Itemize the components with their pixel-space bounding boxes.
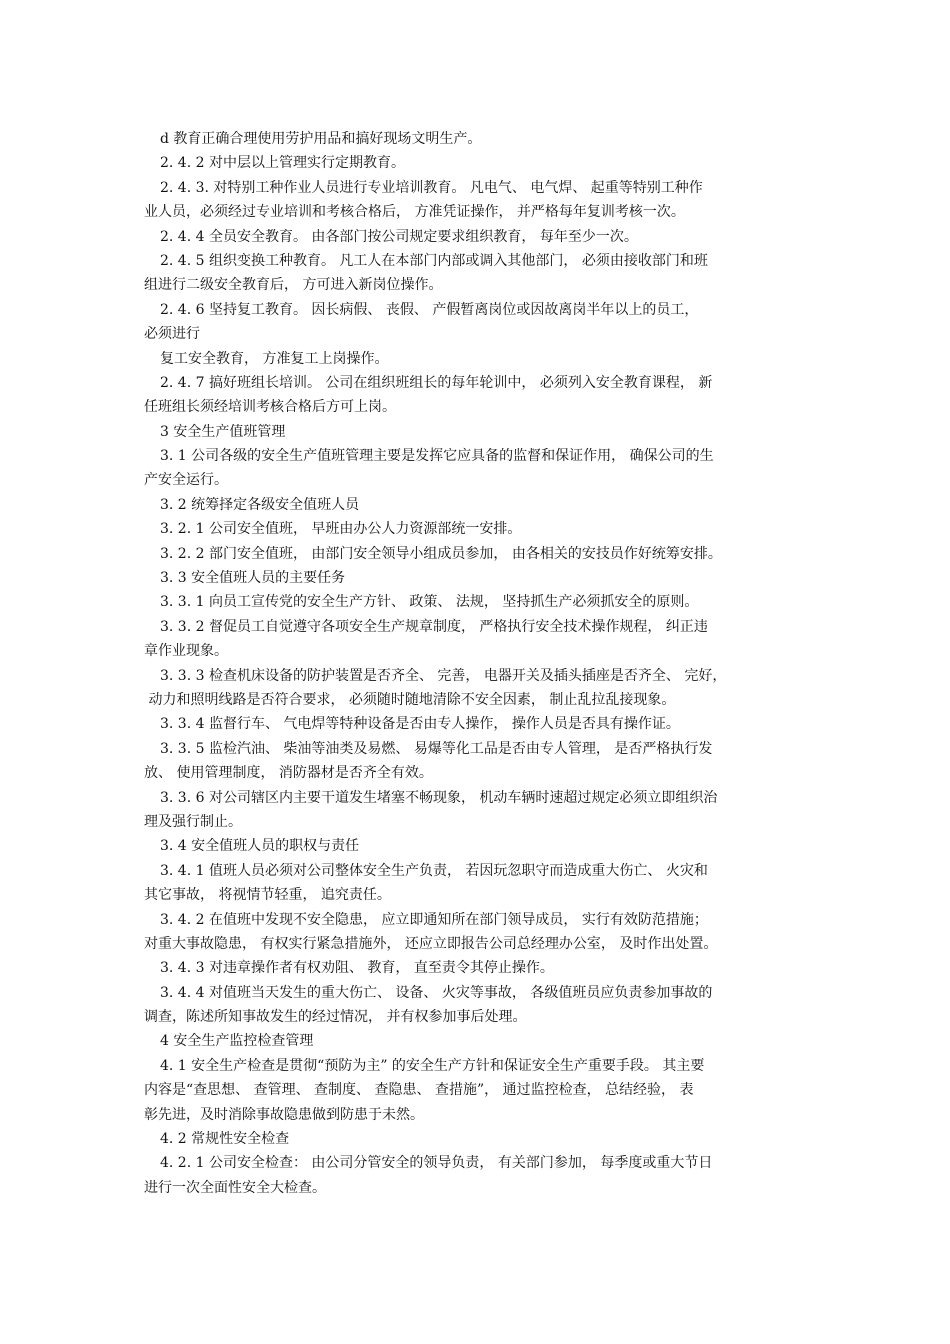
text-line: 3. 4 安全值班人员的职权与责任 bbox=[160, 838, 360, 855]
text-line: 3. 3 安全值班人员的主要任务 bbox=[160, 570, 346, 587]
text-line: 3. 2 统筹择定各级安全值班人员 bbox=[160, 496, 360, 513]
text-line: 进行一次全面性安全大检查。 bbox=[144, 1179, 326, 1196]
text-line: 3. 3. 4 监督行车、 气电焊等特种设备是否由专人操作， 操作人员是否具有操作证。 bbox=[160, 716, 680, 733]
text-line: 3. 4. 2 在值班中发现不安全隐患， 应立即通知所在部门领导成员， 实行有效防范措施； bbox=[160, 911, 708, 928]
text-line: 2. 4. 7 搞好班组长培训。 公司在组织班组长的每年轮训中， 必须列入安全教育课程， 新 bbox=[160, 374, 713, 391]
text-line: 其它事故， 将视情节轻重， 追究责任。 bbox=[144, 887, 391, 904]
text-line: 3 安全生产值班管理 bbox=[160, 423, 286, 440]
text-line: 4. 2. 1 公司安全检查： 由公司分管安全的领导负责， 有关部门参加， 每季度或重大节日 bbox=[160, 1155, 713, 1172]
text-line: 复工安全教育， 方准复工上岗操作。 bbox=[160, 350, 389, 367]
text-line: 业人员，必须经过专业培训和考核合格后， 方准凭证操作， 并严格每年复训考核一次。 bbox=[144, 204, 685, 221]
text-line: 3. 3. 1 向员工宣传党的安全生产方针、 政策、 法规， 坚持抓生产必须抓安全的原则。 bbox=[160, 594, 699, 611]
text-line: 章作业现象。 bbox=[144, 643, 228, 660]
text-line: 3. 4. 3 对违章操作者有权劝阻、 教育， 直至责令其停止操作。 bbox=[160, 960, 554, 977]
text-line: 2. 4. 2 对中层以上管理实行定期教育。 bbox=[160, 155, 405, 172]
text-line: 4 安全生产监控检查管理 bbox=[160, 1033, 314, 1050]
text-line: 理及强行制止。 bbox=[144, 813, 242, 830]
text-line: 放、 使用管理制度， 消防器材是否齐全有效。 bbox=[144, 765, 433, 782]
text-line: 动力和照明线路是否符合要求， 必须随时随地清除不安全因素， 制止乱拉乱接现象。 bbox=[144, 691, 676, 708]
text-line: 4. 1 安全生产检查是贯彻“预防为主” 的安全生产方针和保证安全生产重要手段。 其主要 bbox=[160, 1057, 705, 1074]
text-line: 2. 4. 6 坚持复工教育。 因长病假、 丧假、 产假暂离岗位或因故离岗半年以上的员工， bbox=[160, 301, 699, 318]
text-line: 彰先进，及时消除事故隐患做到防患于未然。 bbox=[144, 1106, 424, 1123]
document-body bbox=[144, 127, 824, 1200]
text-line: 2. 4. 5 组织变换工种教育。 凡工人在本部门内部或调入其他部门， 必须由接收部门和班 bbox=[160, 252, 708, 269]
text-line: 调查，陈述所知事故发生的经过情况， 并有权参加事后处理。 bbox=[144, 1009, 527, 1026]
text-line: 3. 3. 3 检查机床设备的防护装置是否齐全、 完善， 电器开关及插头插座是否齐全、 完好， bbox=[160, 667, 727, 684]
text-line: 4. 2 常规性安全检查 bbox=[160, 1131, 290, 1148]
text-line: 3. 2. 2 部门安全值班， 由部门安全领导小组成员参加， 由各相关的安技员作好统筹安排。 bbox=[160, 545, 722, 562]
text-line: 3. 4. 4 对值班当天发生的重大伤亡、 设备、 火灾等事故， 各级值班员应负责参加事故的 bbox=[160, 984, 713, 1001]
text-line: 2. 4. 4 全员安全教育。 由各部门按公司规定要求组织教育， 每年至少一次。 bbox=[160, 228, 638, 245]
text-line: d 教育正确合理使用劳护用品和搞好现场文明生产。 bbox=[160, 131, 482, 147]
text-line: 3. 1 公司各级的安全生产值班管理主要是发挥它应具备的监督和保证作用， 确保公司的生 bbox=[160, 448, 714, 465]
text-line: 必须进行 bbox=[144, 326, 200, 343]
text-line: 3. 2. 1 公司安全值班， 早班由办公人力资源部统一安排。 bbox=[160, 521, 522, 538]
text-line: 产安全运行。 bbox=[144, 472, 228, 489]
text-line: 任班组长须经培训考核合格后方可上岗。 bbox=[144, 399, 396, 416]
text-line: 3. 3. 5 监检汽油、 柴油等油类及易燃、 易爆等化工品是否由专人管理， 是否严格执行发 bbox=[160, 740, 713, 757]
text-line: 2. 4. 3. 对特别工种作业人员进行专业培训教育。 凡电气、 电气焊、 起重等特别工种作 bbox=[160, 179, 703, 196]
text-line: 内容是“查思想、 查管理、 查制度、 查隐患、 查措施”， 通过监控检查， 总结经验， 表 bbox=[144, 1082, 694, 1099]
text-line: 3. 3. 2 督促员工自觉遵守各项安全生产规章制度， 严格执行安全技术操作规程， 纠正违 bbox=[160, 618, 708, 635]
text-line: 对重大事故隐患， 有权实行紧急措施外， 还应立即报告公司总经理办公室， 及时作出处置。 bbox=[144, 935, 718, 952]
text-line: 3. 3. 6 对公司辖区内主要干道发生堵塞不畅现象， 机动车辆时速超过规定必须立即组织治 bbox=[160, 789, 718, 806]
text-line: 组进行二级安全教育后， 方可进入新岗位操作。 bbox=[144, 277, 443, 294]
text-line: 3. 4. 1 值班人员必须对公司整体安全生产负责， 若因玩忽职守而造成重大伤亡、 火灾和 bbox=[160, 862, 708, 879]
